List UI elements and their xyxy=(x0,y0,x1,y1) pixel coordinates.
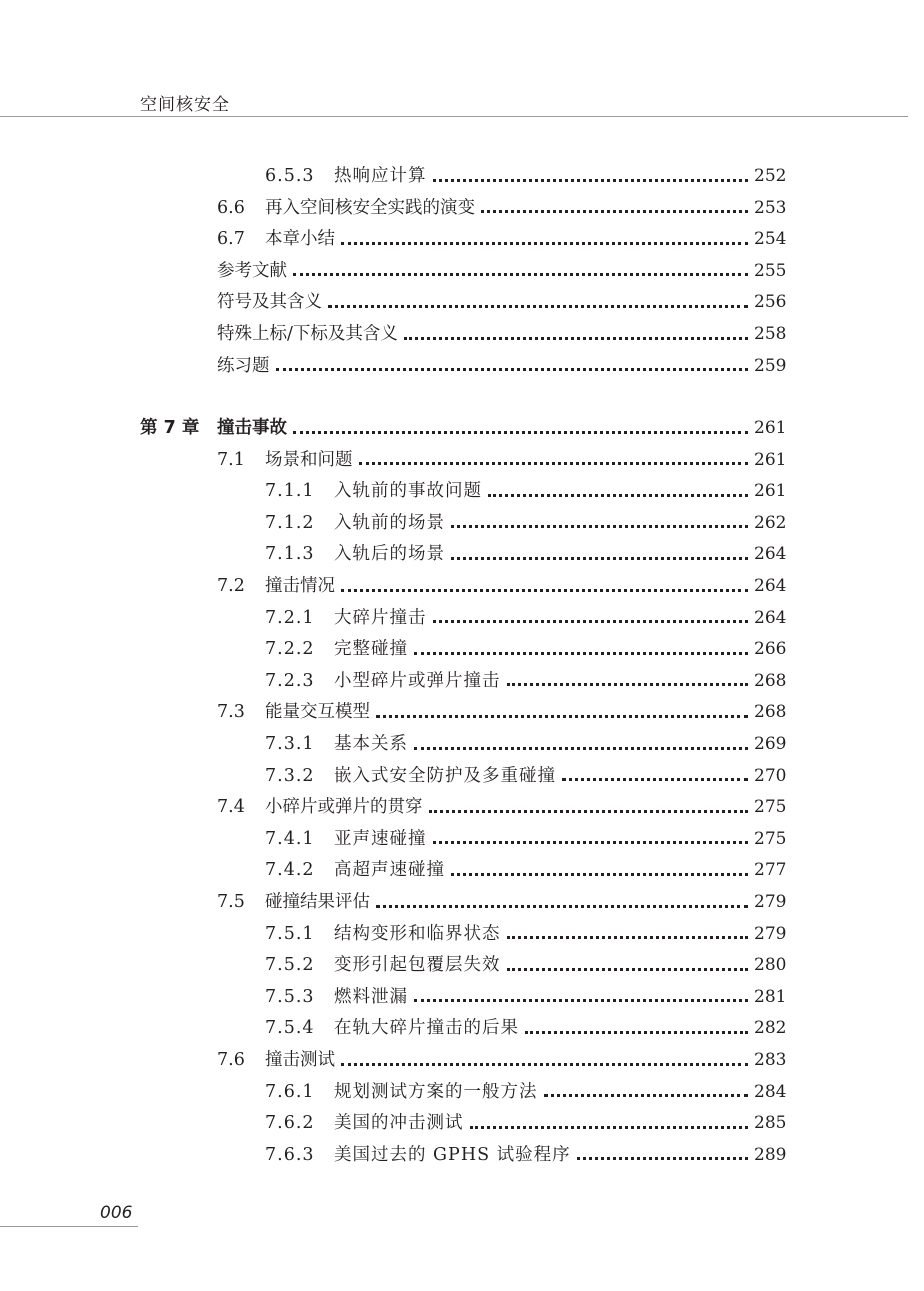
dot-leader xyxy=(276,368,749,371)
toc-entry-title: 美国的冲击测试 xyxy=(334,1113,464,1134)
dot-leader xyxy=(577,1157,748,1160)
dot-leader xyxy=(359,462,749,465)
dot-leader xyxy=(470,1126,749,1129)
dot-leader xyxy=(414,999,748,1002)
toc-entry-number: 7.4 xyxy=(217,797,245,818)
toc-entry-page: 269 xyxy=(754,734,787,754)
dot-leader xyxy=(341,589,748,592)
toc-entry-page: 281 xyxy=(754,986,787,1007)
dot-leader xyxy=(451,525,748,528)
dot-leader xyxy=(488,494,748,497)
toc-entry-title: 热响应计算 xyxy=(334,166,427,186)
running-head-title: 空间核安全 xyxy=(140,95,230,115)
toc-entry-number: 7.2 xyxy=(217,576,245,596)
toc-entry-title: 在轨大碎片撞击的后果 xyxy=(334,1018,519,1039)
toc-entry-page: 277 xyxy=(754,860,787,881)
toc-entry-page: 280 xyxy=(754,955,787,976)
toc-entry-title: 场景和问题 xyxy=(265,449,353,470)
toc-entry-number: 7.4.2 xyxy=(265,860,315,881)
toc-entry xyxy=(265,1014,787,1042)
toc-entry-title: 小型碎片或弹片撞击 xyxy=(334,670,501,691)
toc-entry-title: 参考文献 xyxy=(217,260,287,281)
toc-entry-page: 252 xyxy=(754,166,787,186)
toc-entry-page: 266 xyxy=(754,639,787,660)
dot-leader xyxy=(481,210,748,213)
toc-entry xyxy=(265,604,787,632)
dot-leader xyxy=(414,747,748,750)
toc-entry xyxy=(217,225,787,253)
toc-entry-page: 261 xyxy=(754,449,787,470)
toc-entry-title: 美国过去的 GPHS 试验程序 xyxy=(334,1144,571,1165)
toc-entry-title: 高超声速碰撞 xyxy=(334,860,445,881)
toc-entry-title: 规划测试方案的一般方法 xyxy=(334,1081,538,1102)
toc-entry xyxy=(265,920,787,948)
toc-entry xyxy=(217,194,787,222)
toc-entry-page: 258 xyxy=(754,324,787,344)
toc-entry-number: 7.6.1 xyxy=(265,1081,315,1102)
toc-entry-number: 7.6 xyxy=(217,1050,245,1070)
dot-leader xyxy=(525,1031,748,1034)
dot-leader xyxy=(451,557,748,560)
toc-entry-page: 268 xyxy=(754,702,787,723)
toc-entry xyxy=(217,572,787,600)
toc-entry-number: 7.4.1 xyxy=(265,828,315,849)
toc-entry-number: 7.5 xyxy=(217,892,245,912)
header-rule xyxy=(0,116,908,117)
toc-entry-number: 6.7 xyxy=(217,229,245,250)
toc-entry-page: 268 xyxy=(754,670,787,691)
toc-entry-title: 亚声速碰撞 xyxy=(334,828,427,849)
toc-entry-title: 变形引起包覆层失效 xyxy=(334,955,501,976)
toc-entry-number: 7.5.4 xyxy=(265,1018,315,1039)
dot-leader xyxy=(328,305,748,308)
toc-entry-number: 6.5.3 xyxy=(265,166,315,186)
toc-entry xyxy=(217,257,787,285)
toc-entry-title: 撞击测试 xyxy=(265,1050,335,1070)
toc-entry-page: 283 xyxy=(754,1050,787,1070)
toc-entry-number: 7.2.1 xyxy=(265,607,315,628)
toc-entry-title: 燃料泄漏 xyxy=(334,986,408,1007)
dot-leader xyxy=(376,715,748,718)
toc-entry-page: 284 xyxy=(754,1081,787,1102)
toc-entry-title: 小碎片或弹片的贯穿 xyxy=(265,797,423,818)
toc-entry-page: 254 xyxy=(754,229,787,250)
dot-leader xyxy=(451,873,748,876)
dot-leader xyxy=(507,936,749,939)
toc-entry-page: 262 xyxy=(754,512,787,533)
toc-chapter-entry xyxy=(140,414,787,442)
toc-entry-number: 6.6 xyxy=(217,197,245,218)
toc-entry xyxy=(265,509,787,537)
toc-entry xyxy=(265,540,787,568)
dot-leader xyxy=(433,179,749,182)
dot-leader xyxy=(433,620,749,623)
toc-entry-page: 264 xyxy=(754,576,787,596)
toc-entry-number: 7.1.2 xyxy=(265,512,315,533)
dot-leader xyxy=(507,683,749,686)
toc-entry-title: 碰撞结果评估 xyxy=(265,892,370,912)
toc-entry-title: 本章小结 xyxy=(265,229,335,250)
toc-entry xyxy=(217,793,787,821)
toc-entry-title: 大碎片撞击 xyxy=(334,607,427,628)
toc-entry-page: 255 xyxy=(754,260,787,281)
toc-entry xyxy=(265,635,787,663)
toc-entry xyxy=(217,446,787,474)
toc-entry-page: 259 xyxy=(754,355,787,376)
toc-entry-number: 7.2.3 xyxy=(265,670,315,691)
toc-entry xyxy=(217,698,787,726)
toc-entry-page: 289 xyxy=(754,1144,787,1165)
toc-entry-title: 符号及其含义 xyxy=(217,292,322,313)
toc-entry-page: 279 xyxy=(754,892,787,912)
toc-entry-page: 256 xyxy=(754,292,787,313)
dot-leader xyxy=(562,778,748,781)
toc-entry-page: 270 xyxy=(754,765,787,786)
dot-leader xyxy=(544,1094,749,1097)
toc-entry-number: 7.6.2 xyxy=(265,1113,315,1134)
toc-entry-number: 第 7 章 xyxy=(140,418,200,438)
toc-entry xyxy=(217,888,787,916)
toc-entry-number: 7.5.2 xyxy=(265,955,315,976)
toc-entry-number: 7.6.3 xyxy=(265,1144,315,1165)
toc-entry-page: 282 xyxy=(754,1018,787,1039)
toc-entry xyxy=(265,1109,787,1137)
dot-leader xyxy=(293,273,748,276)
toc-entry-page: 285 xyxy=(754,1113,787,1134)
toc-entry-page: 264 xyxy=(754,607,787,628)
toc-entry-number: 7.1 xyxy=(217,449,245,470)
toc-entry xyxy=(265,825,787,853)
toc-entry xyxy=(265,667,787,695)
toc-entry-title: 完整碰撞 xyxy=(334,639,408,660)
toc-entry xyxy=(217,288,787,316)
toc-entry-page: 264 xyxy=(754,544,787,565)
toc-entry-title: 练习题 xyxy=(217,355,270,376)
toc-entry-number: 7.1.3 xyxy=(265,544,315,565)
footer-rule xyxy=(0,1226,138,1227)
dot-leader xyxy=(341,242,748,245)
toc-entry-page: 275 xyxy=(754,797,787,818)
toc-entry xyxy=(265,1141,787,1169)
toc-entry xyxy=(217,1046,787,1074)
toc-entry-number: 7.2.2 xyxy=(265,639,315,660)
toc-entry xyxy=(265,1078,787,1106)
dot-leader xyxy=(414,652,748,655)
toc-entry-title: 再入空间核安全实践的演变 xyxy=(265,197,475,218)
toc-entry-number: 7.5.3 xyxy=(265,986,315,1007)
toc-entry-number: 7.5.1 xyxy=(265,923,315,944)
dot-leader xyxy=(404,337,748,340)
toc-entry-title: 基本关系 xyxy=(334,734,408,754)
toc-entry-title: 入轨前的场景 xyxy=(334,512,445,533)
dot-leader xyxy=(507,968,749,971)
toc-entry-title: 特殊上标/下标及其含义 xyxy=(217,324,398,344)
toc-entry-title: 入轨前的事故问题 xyxy=(334,481,482,502)
toc-entry-title: 能量交互模型 xyxy=(265,702,370,723)
toc-entry-title: 结构变形和临界状态 xyxy=(334,923,501,944)
toc-entry xyxy=(265,730,787,758)
dot-leader xyxy=(376,905,748,908)
toc-entry xyxy=(265,477,787,505)
toc-entry-page: 261 xyxy=(754,481,787,502)
toc-entry xyxy=(265,951,787,979)
toc-entry-title: 撞击事故 xyxy=(217,418,287,438)
toc-entry xyxy=(265,162,787,190)
toc-entry xyxy=(217,320,787,348)
toc-entry xyxy=(265,762,787,790)
toc-entry xyxy=(217,352,787,380)
toc-entry-number: 7.1.1 xyxy=(265,481,315,502)
dot-leader xyxy=(429,810,749,813)
toc-entry-page: 279 xyxy=(754,923,787,944)
toc-entry-page: 261 xyxy=(754,418,787,438)
page-number: 006 xyxy=(100,1203,133,1223)
toc-entry-number: 7.3 xyxy=(217,702,245,723)
toc-entry-page: 253 xyxy=(754,197,787,218)
dot-leader xyxy=(341,1063,748,1066)
toc-entry xyxy=(265,983,787,1011)
dot-leader xyxy=(433,841,749,844)
toc-entry xyxy=(265,856,787,884)
toc-entry-page: 275 xyxy=(754,828,787,849)
toc-entry-number: 7.3.2 xyxy=(265,765,315,786)
toc-entry-title: 撞击情况 xyxy=(265,576,335,596)
toc-entry-title: 入轨后的场景 xyxy=(334,544,445,565)
dot-leader xyxy=(293,431,748,434)
toc-entry-number: 7.3.1 xyxy=(265,734,315,754)
toc-entry-title: 嵌入式安全防护及多重碰撞 xyxy=(334,765,556,786)
